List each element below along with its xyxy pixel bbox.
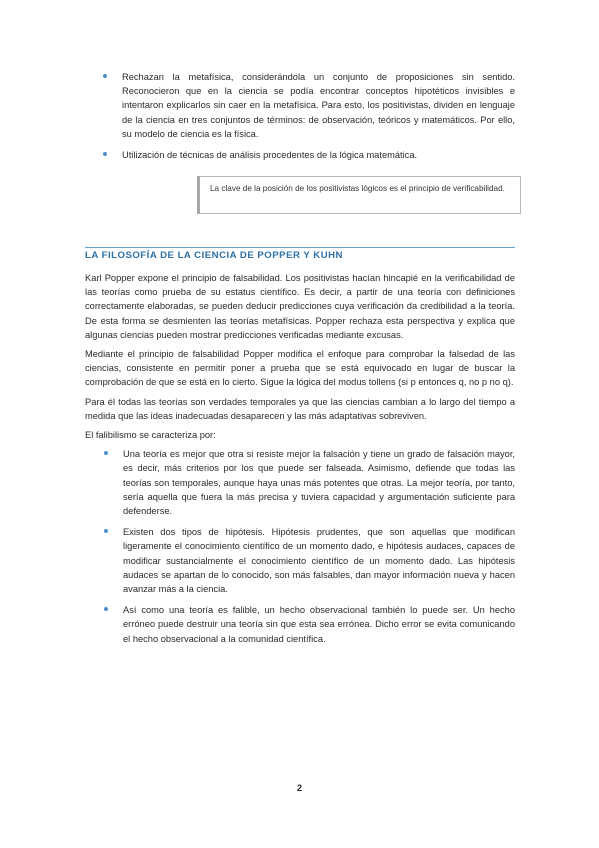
bullet-icon [104, 451, 108, 455]
list-item [104, 603, 515, 646]
bullet-icon [103, 74, 107, 78]
paragraph: Karl Popper expone el principio de falsabilidad. Los positivistas hacían hincapié en la verificabilidad de las teorías como prueba de su estatus científico. Es decir, a partir de una teoría con definiciones correctamente elaboradas, se pueden deducir predicciones cuya verificación da credibilidad a la teoría. De esta forma se desmienten las teorías metafísicas. Popper rechaza esta perspectiva y explica que algunas ciencias pueden mostrar predicciones verificadas mediante excusas. [85, 273, 515, 340]
bullet-icon [104, 529, 108, 533]
section-heading: LA FILOSOFÍA DE LA CIENCIA DE POPPER Y KUHN [85, 250, 343, 261]
list-item [104, 447, 515, 518]
bullet-icon [104, 607, 108, 611]
list-item [103, 148, 515, 162]
paragraph: El falibilismo se caracteriza por: [85, 430, 216, 441]
bullet-text: Utilización de técnicas de análisis procedentes de la lógica matemática. [122, 150, 418, 161]
section-divider [85, 247, 515, 248]
body-bullet-list [85, 447, 515, 646]
callout-box: La clave de la posición de los positivistas lógicos es el principio de verificabilidad. [197, 176, 521, 214]
page-number: 2 [296, 783, 302, 793]
bullet-text: Así como una teoría es falible, un hecho observacional también lo puede ser. Un hecho erróneo puede destruir una teoría sin que esta sea errónea. Dicho error se evita comunicando el hecho observacional a la comunidad científica. [123, 605, 515, 644]
list-item [104, 525, 515, 596]
section-body [85, 271, 515, 653]
bullet-text: Existen dos tipos de hipótesis. Hipótesis prudentes, que son aquellas que modifican ligeramente el conocimiento científico de un momento dado, e hipótesis audaces, capaces de modificar sustancialmente el conocimiento científico de un momento dado. Las hipótesis audaces se apartan de lo conocido, son más falsables, dan mayor información nueva y hacen avanzar más a la ciencia. [123, 527, 515, 595]
paragraph: Mediante el principio de falsabilidad Popper modifica el enfoque para comprobar la falsedad de las ciencias, consistente en permitir poner a prueba que se está equivocado en lugar de buscar la comprobación de que se está en lo cierto. Sigue la lógica del modus tollens (si p entonces q, no p no q). [85, 349, 515, 388]
list-item [103, 70, 515, 141]
paragraph: Para él todas las teorías son verdades temporales ya que las ciencias cambian a lo largo del tiempo a medida que las ideas inadecuadas desaparecen y las más adaptativas sobreviven. [85, 396, 515, 421]
bullet-icon [103, 152, 107, 156]
bullet-text: Una teoría es mejor que otra si resiste mejor la falsación y tiene un grado de falsación mayor, es decir, más criterios por los que puede ser falseada. Asimismo, defiende que todas las teorías son temporales, aunque haya unas más potentes que otras. La mejor teoría, por tanto, sería aquella que fuera la más precisa y tuviera capacidad y argumentación suficiente para defenderse. [123, 449, 515, 517]
bullet-text: Rechazan la metafísica, considerándola un conjunto de proposiciones sin sentido. Reconocieron que en la ciencia se podía encontrar conceptos hipotéticos invisibles e intentaron explicarlos sin caer en la metafísica. Para esto, los positivistas, dividen en lenguaje de la ciencia en tres conjuntos de términos: de observación, teóricos y matemáticos. Por ello, su modelo de ciencia es la física. [122, 72, 515, 139]
top-bullet-list [103, 70, 515, 169]
